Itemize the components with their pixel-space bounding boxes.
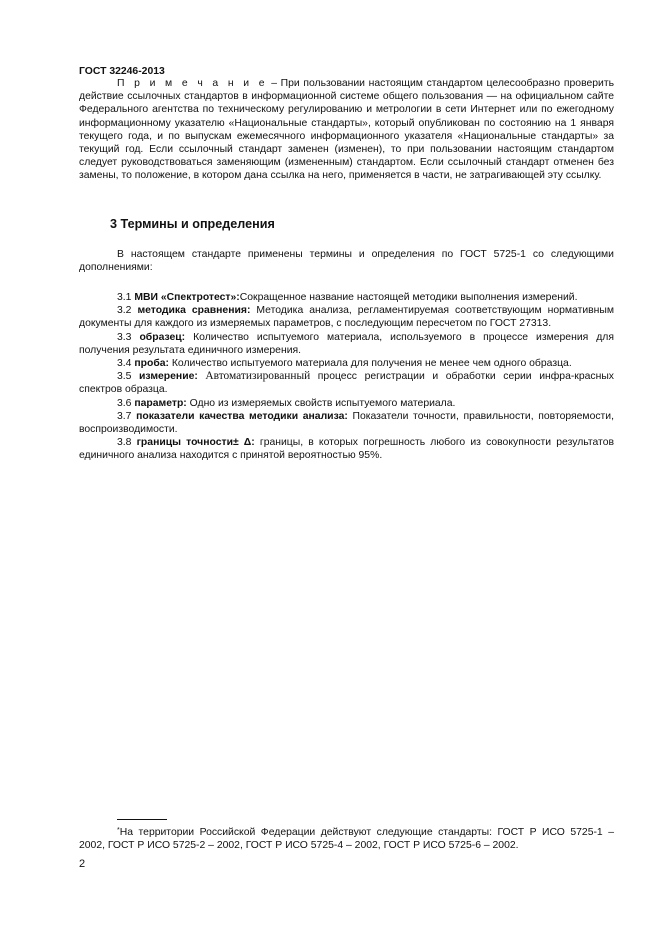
- note-lead: П р и м е ч а н и е: [117, 78, 268, 89]
- term-name: границы точности± Δ: [136, 437, 252, 449]
- footnote-marker: *: [117, 827, 120, 834]
- term-definition: Методика анализа, регламентируемая соответствующим нормативным документы для каждого из измеряемых параметров, с последующим пересчетом по ГОСТ 27313.: [79, 305, 614, 330]
- term-definition: Количество испытуемого материала, используемого в процессе измерения для получения результата единичного измерения.: [79, 331, 614, 356]
- term-name: параметр: [134, 397, 184, 409]
- term-definition: Одно из измеряемых свойств испытуемого материала.: [186, 397, 456, 409]
- term-item: 3.1 МВИ «Спектротест»:Сокращенное название настоящей методики выполнения измерений.: [117, 292, 578, 303]
- term-item: 3.5 измерение: Автоматизированный процесс регистрации и обработки серии инфра-красных спектров образца.: [79, 370, 615, 396]
- page-number: 2: [79, 858, 86, 870]
- term-definition-serif: Автоматизированный: [197, 370, 311, 383]
- term-definition: процесс регистрации и обработки серии инфра-красных спектров образца.: [79, 371, 615, 396]
- footnote-separator: [117, 819, 167, 820]
- term-name: МВИ «Спектротест»: [134, 292, 237, 303]
- term-name: измерение: [139, 371, 195, 383]
- term-item: 3.2 методика сравнения: Методика анализа, регламентируемая соответствующим нормативным документы для каждого из измеряемых параметров, с последующим пересчетом по ГОСТ 27313.: [79, 305, 614, 330]
- term-name: образец: [139, 331, 182, 343]
- note-paragraph: [79, 77, 614, 183]
- term-item: 3.8 границы точности± Δ: границы, в которых погрешность любого из совокупности результатов единичного анализа находится с принятой вероятностью 95%.: [79, 437, 614, 462]
- note-text: – При пользовании настоящим стандартом целесообразно проверить действие ссылочных стандартов в информационной системе общего пользования — на официальном сайте Федерального агентства по техническому регулированию и метрологии в сети Интернет или по ежегодному информационному указателю «Национальные стандарты», который опубликован по состоянию на 1 января текущего года, и по выпускам ежемесячного информационного указателя «Национальные стандарты» за текущий год. Если ссылочный стандарт заменен (изменен), то при пользовании настоящим стандартом следует руководствоваться заменяющим (измененным) стандартом. Если ссылочный стандарт отменен без замены, то положение, в котором дана ссылка на него, применяется в части, не затрагивающей эту ссылку.: [79, 78, 615, 182]
- section-title: 3 Термины и определения: [110, 217, 275, 231]
- document-header: ГОСТ 32246-2013: [79, 66, 165, 77]
- term-definition: границы, в которых погрешность любого из совокупности результатов единичного анализа находится с принятой вероятностью 95%.: [79, 437, 614, 462]
- intro-paragraph: В настоящем стандарте применены термины и определения по ГОСТ 5725-1 со следующими дополнениями:: [79, 249, 614, 274]
- term-definition: Количество испытуемого материала для получения не менее чем одного образца.: [168, 358, 572, 370]
- footnote: [79, 826, 614, 852]
- term-item: 3.4 проба: Количество испытуемого материала для получения не менее чем одного образца.: [117, 358, 572, 370]
- term-item: 3.7 показатели качества методики анализа: Показатели точности, правильности, повторяемости, воспроизводимости.: [79, 410, 614, 436]
- term-definition: Сокращенное название настоящей методики выполнения измерений.: [239, 292, 578, 303]
- term-name: показатели качества методики анализа:: [136, 410, 348, 422]
- term-name: методика сравнения: [137, 305, 247, 317]
- term-definition: Показатели точности, правильности, повторяемости, воспроизводимости.: [79, 410, 614, 436]
- terms-list: [79, 291, 614, 463]
- term-name: проба: [134, 358, 166, 370]
- footnote-text: На территории Российской Федерации действуют следующие стандарты: ГОСТ Р ИСО 5725-1 – 2002, ГОСТ Р ИСО 5725-2 – 2002, ГОСТ Р ИСО 5725-4 – 2002, ГОСТ Р ИСО 5725-6 – 2002.: [79, 827, 614, 852]
- term-item: 3.3 образец: Количество испытуемого материала, используемого в процессе измерения для получения результата единичного измерения.: [79, 331, 614, 356]
- term-item: 3.6 параметр: Одно из измеряемых свойств испытуемого материала.: [117, 397, 456, 409]
